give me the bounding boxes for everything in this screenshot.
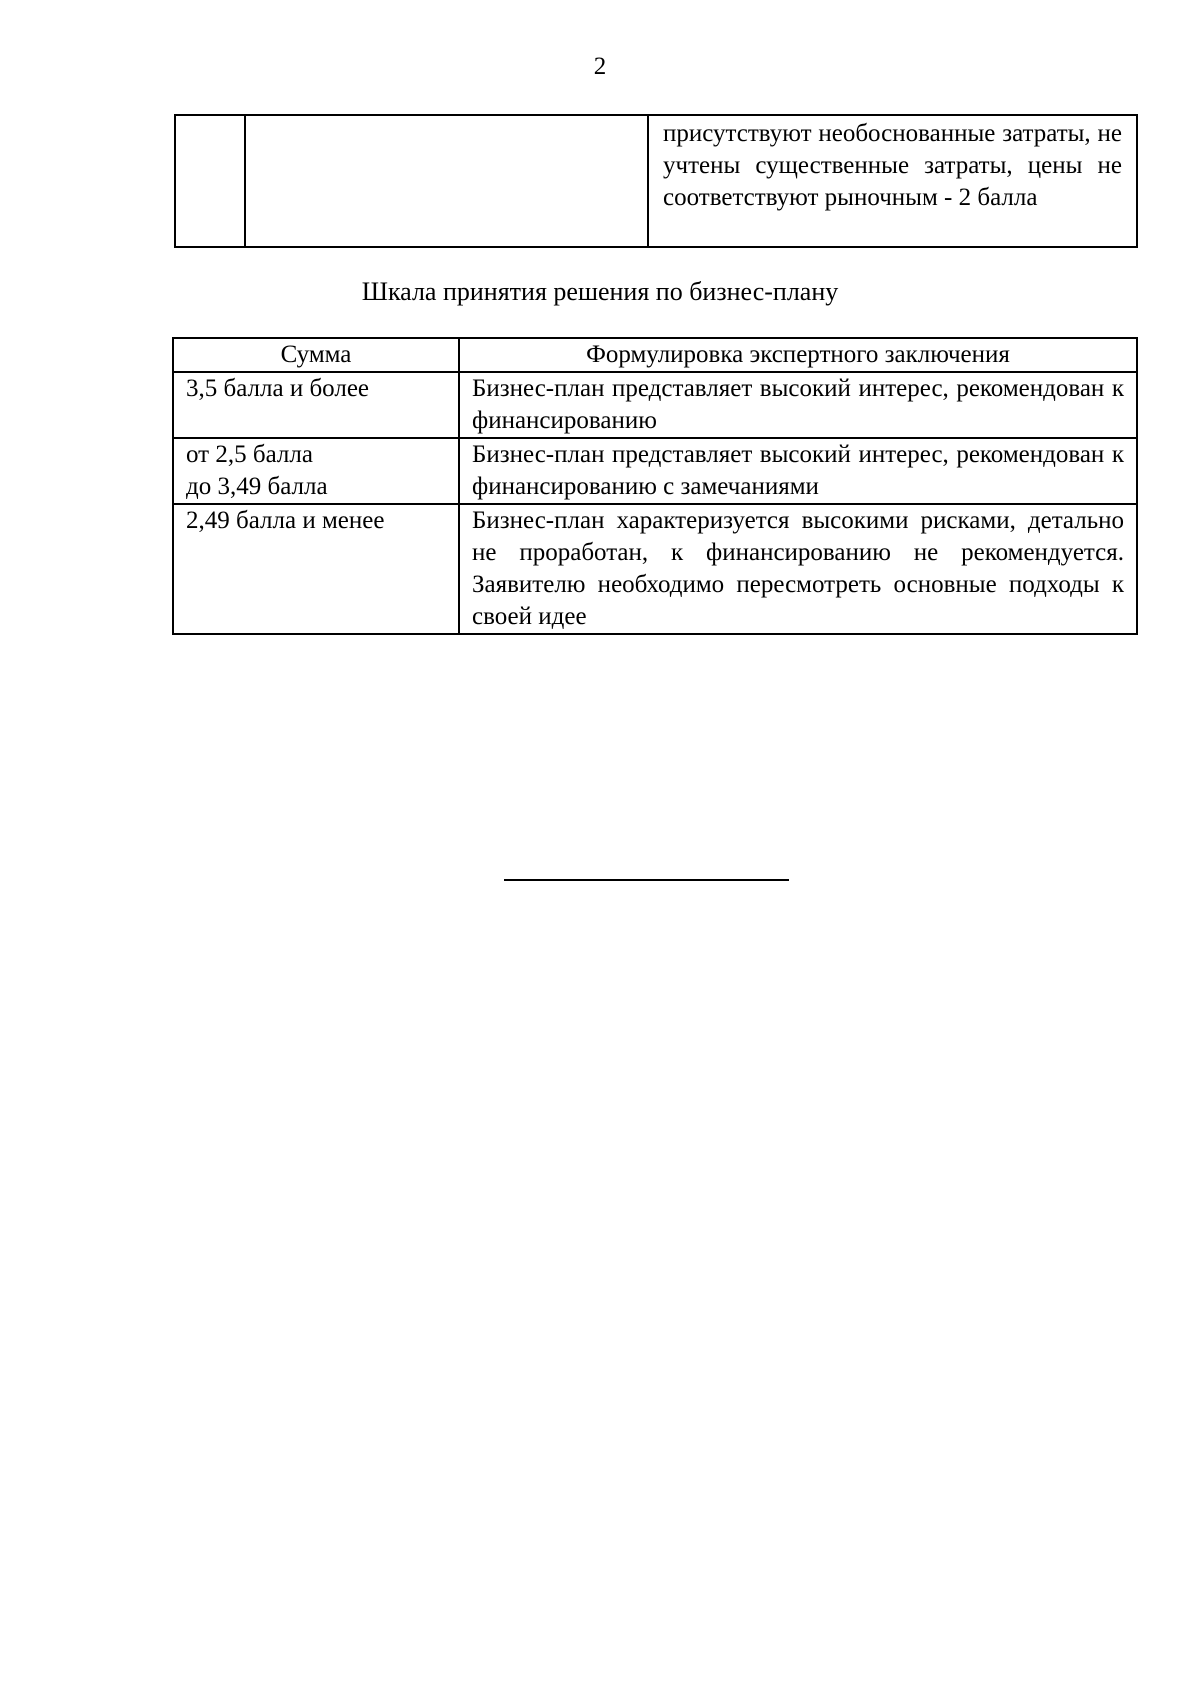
score-description-cell: присутствуют необоснованные затраты, не учтены существенные затраты, цены не соответствуют рыночным - 2 балла bbox=[648, 115, 1137, 247]
sum-cell bbox=[173, 372, 459, 438]
table-row bbox=[175, 115, 1137, 247]
scale-title: Шкала принятия решения по бизнес-плану bbox=[361, 277, 839, 306]
table-header-row bbox=[173, 338, 1137, 372]
sum-line: до 3,49 балла bbox=[186, 473, 328, 500]
criteria-table-continuation bbox=[174, 114, 1138, 248]
conclusion-column-header: Формулировка экспертного заключения bbox=[459, 338, 1137, 372]
table-row bbox=[173, 372, 1137, 438]
sum-cell bbox=[173, 504, 459, 634]
table-row bbox=[173, 504, 1137, 634]
conclusion-cell: Бизнес-план представляет высокий интерес, рекомендован к финансированию bbox=[459, 372, 1137, 438]
conclusion-cell: Бизнес-план характеризуется высокими рисками, детально не проработан, к финансированию не рекомендуется. Заявителю необходимо пересмотреть основные подходы к своей идее bbox=[459, 504, 1137, 634]
sum-line: 3,5 балла и более bbox=[186, 375, 370, 402]
conclusion-cell: Бизнес-план представляет высокий интерес, рекомендован к финансированию с замечаниями bbox=[459, 438, 1137, 504]
criterion-cell bbox=[245, 115, 648, 247]
decision-scale-table bbox=[172, 337, 1138, 635]
end-divider-line bbox=[504, 879, 789, 881]
sum-cell bbox=[173, 438, 459, 504]
sum-line: от 2,5 балла bbox=[186, 441, 313, 468]
sum-column-header: Сумма bbox=[173, 338, 459, 372]
table-row bbox=[173, 438, 1137, 504]
page-number: 2 bbox=[593, 53, 607, 80]
row-number-cell bbox=[175, 115, 245, 247]
sum-line: 2,49 балла и менее bbox=[186, 507, 385, 534]
